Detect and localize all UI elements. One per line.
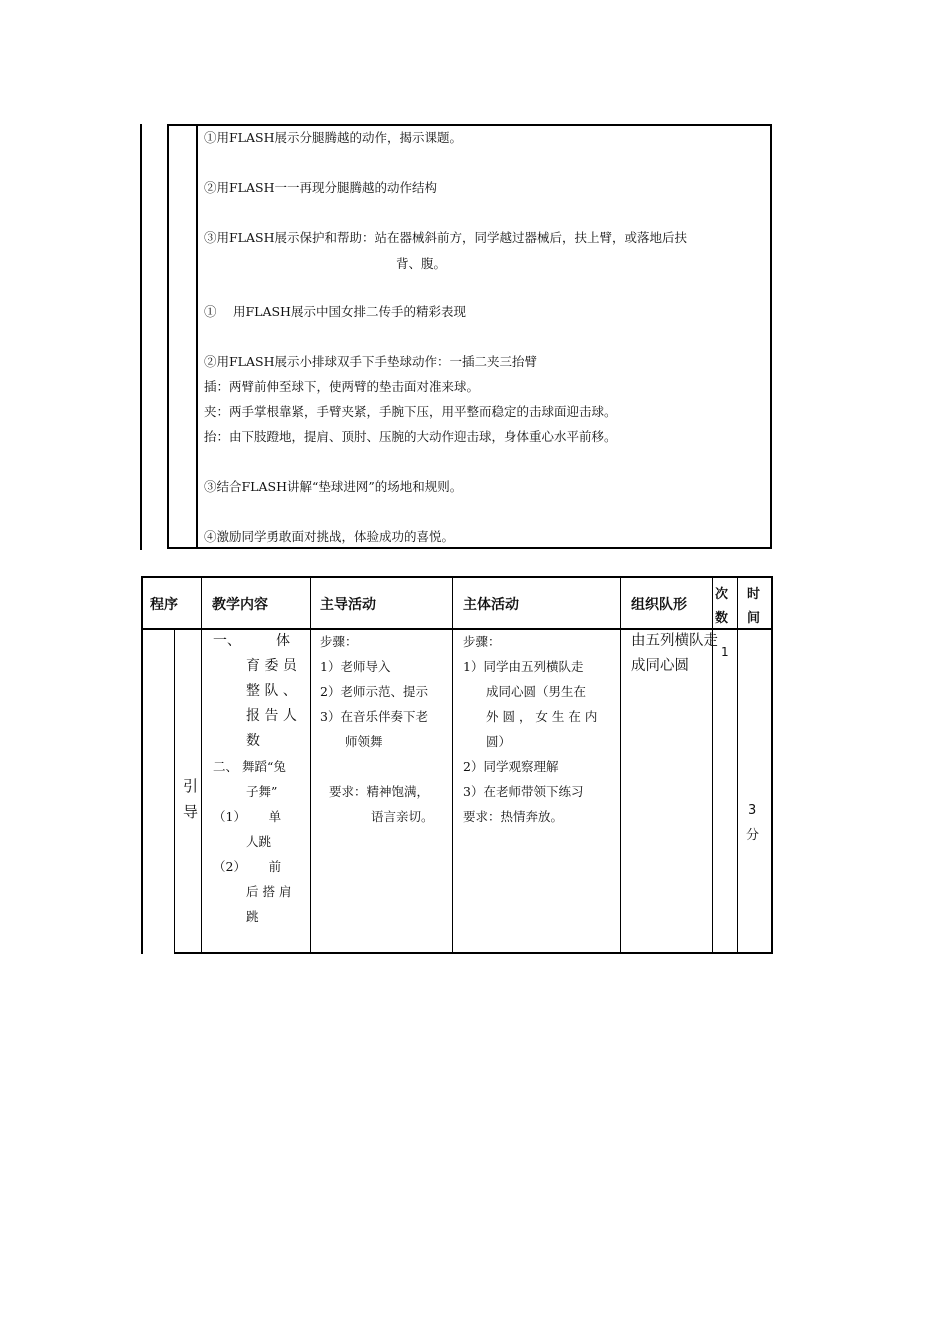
header-procedure: 程序	[150, 597, 178, 613]
content-line: 跳	[246, 909, 259, 924]
lead-line: 语言亲切。	[371, 809, 434, 824]
lead-line: 师领舞	[345, 734, 383, 749]
main-line: 成同心圆（男生在	[486, 684, 587, 699]
formation-column-line	[620, 576, 621, 954]
time-unit: 分	[746, 828, 760, 843]
lead-column-line	[310, 576, 311, 954]
lesson-plan-table	[141, 576, 773, 954]
content-column-line	[201, 576, 202, 954]
header-content: 教学内容	[212, 597, 268, 613]
upper-paragraph-8: 抬：由下肢蹬地，提肩、顶肘、压腕的大动作迎击球，身体重心水平前移。	[204, 429, 617, 444]
main-line: 步骤：	[463, 634, 501, 649]
upper-paragraph-9: ③结合FLASH讲解“垫球进网”的场地和规则。	[204, 479, 463, 494]
count-value: 1	[721, 645, 729, 659]
header-count-1: 次	[715, 587, 729, 602]
lead-line: 要求：精神饱满，	[329, 784, 430, 799]
table-right-border	[771, 576, 773, 954]
content-line: 人跳	[246, 834, 272, 849]
content-line: 育 委 员	[246, 658, 297, 674]
upper-paragraph-1: ①用FLASH展示分腿腾越的动作，揭示课题。	[204, 130, 462, 145]
upper-paragraph-5: ②用FLASH展示小排球双手下手垫球动作：一插二夹三抬臂	[204, 354, 537, 369]
content-line: 子舞”	[246, 784, 278, 799]
table-bottom-border	[174, 952, 773, 954]
content-line: 整 队 、	[246, 683, 297, 699]
header-lead-activity: 主导活动	[320, 597, 376, 613]
upper-paragraph-7: 夹：两手掌根靠紧，手臂夹紧，手腕下压，用平整而稳定的击球面迎击球。	[204, 404, 617, 419]
main-line: 要求：热情奔放。	[463, 809, 564, 824]
time-column-line	[737, 576, 738, 954]
stage-label-2: 导	[183, 803, 199, 821]
upper-paragraph-4: ① 用FLASH展示中国女排二传手的精彩表现	[204, 304, 466, 319]
content-line: （2） 前	[213, 859, 282, 874]
upper-column-divider	[196, 124, 198, 549]
upper-paragraph-2: ②用FLASH一一再现分腿腾越的动作结构	[204, 180, 437, 195]
content-line: 报 告 人	[246, 708, 297, 724]
lead-line: 2）老师示范、提示	[320, 684, 428, 699]
main-line: 2）同学观察理解	[463, 759, 559, 774]
main-line: 1）同学由五列横队走	[463, 659, 584, 674]
stage-label-1: 引	[183, 777, 199, 795]
left-margin-line	[140, 124, 142, 550]
content-line: 二、 舞蹈“兔	[213, 759, 286, 774]
main-line: 外 圆 ， 女 生 在 内	[486, 709, 598, 724]
upper-paragraph-3: ③用FLASH展示保护和帮助：站在器械斜前方，同学越过器械后，扶上臂，或落地后扶	[204, 230, 687, 245]
header-count-2: 数	[715, 611, 729, 626]
table-left-border	[141, 576, 143, 954]
content-line: 后 搭 肩	[246, 884, 292, 899]
formation-line-2: 成同心圆	[631, 658, 689, 674]
lead-line: 1）老师导入	[320, 659, 391, 674]
table-top-border	[141, 576, 773, 578]
upper-paragraph-6: 插：两臂前伸至球下，使两臂的垫击面对准来球。	[204, 379, 480, 394]
main-line: 3）在老师带领下练习	[463, 784, 584, 799]
header-time-1: 时	[747, 587, 761, 602]
main-column-line	[452, 576, 453, 954]
formation-line-1: 由五列横队走	[631, 633, 718, 649]
main-line: 圆）	[486, 734, 512, 749]
lead-line: 步骤：	[320, 634, 358, 649]
content-line: （1） 单	[213, 809, 282, 824]
stage-column-line	[174, 628, 175, 954]
content-line: 数	[246, 733, 260, 749]
content-line: 一、 体	[213, 633, 290, 649]
header-main-activity: 主体活动	[463, 597, 519, 613]
upper-paragraph-10: ④激励同学勇敢面对挑战，体验成功的喜悦。	[204, 529, 455, 544]
header-time-2: 间	[747, 611, 761, 626]
header-formation: 组织队形	[631, 597, 687, 613]
time-value: 3	[748, 803, 757, 818]
lead-line: 3）在音乐伴奏下老	[320, 709, 428, 724]
upper-paragraph-3-cont: 背、腹。	[396, 256, 447, 271]
